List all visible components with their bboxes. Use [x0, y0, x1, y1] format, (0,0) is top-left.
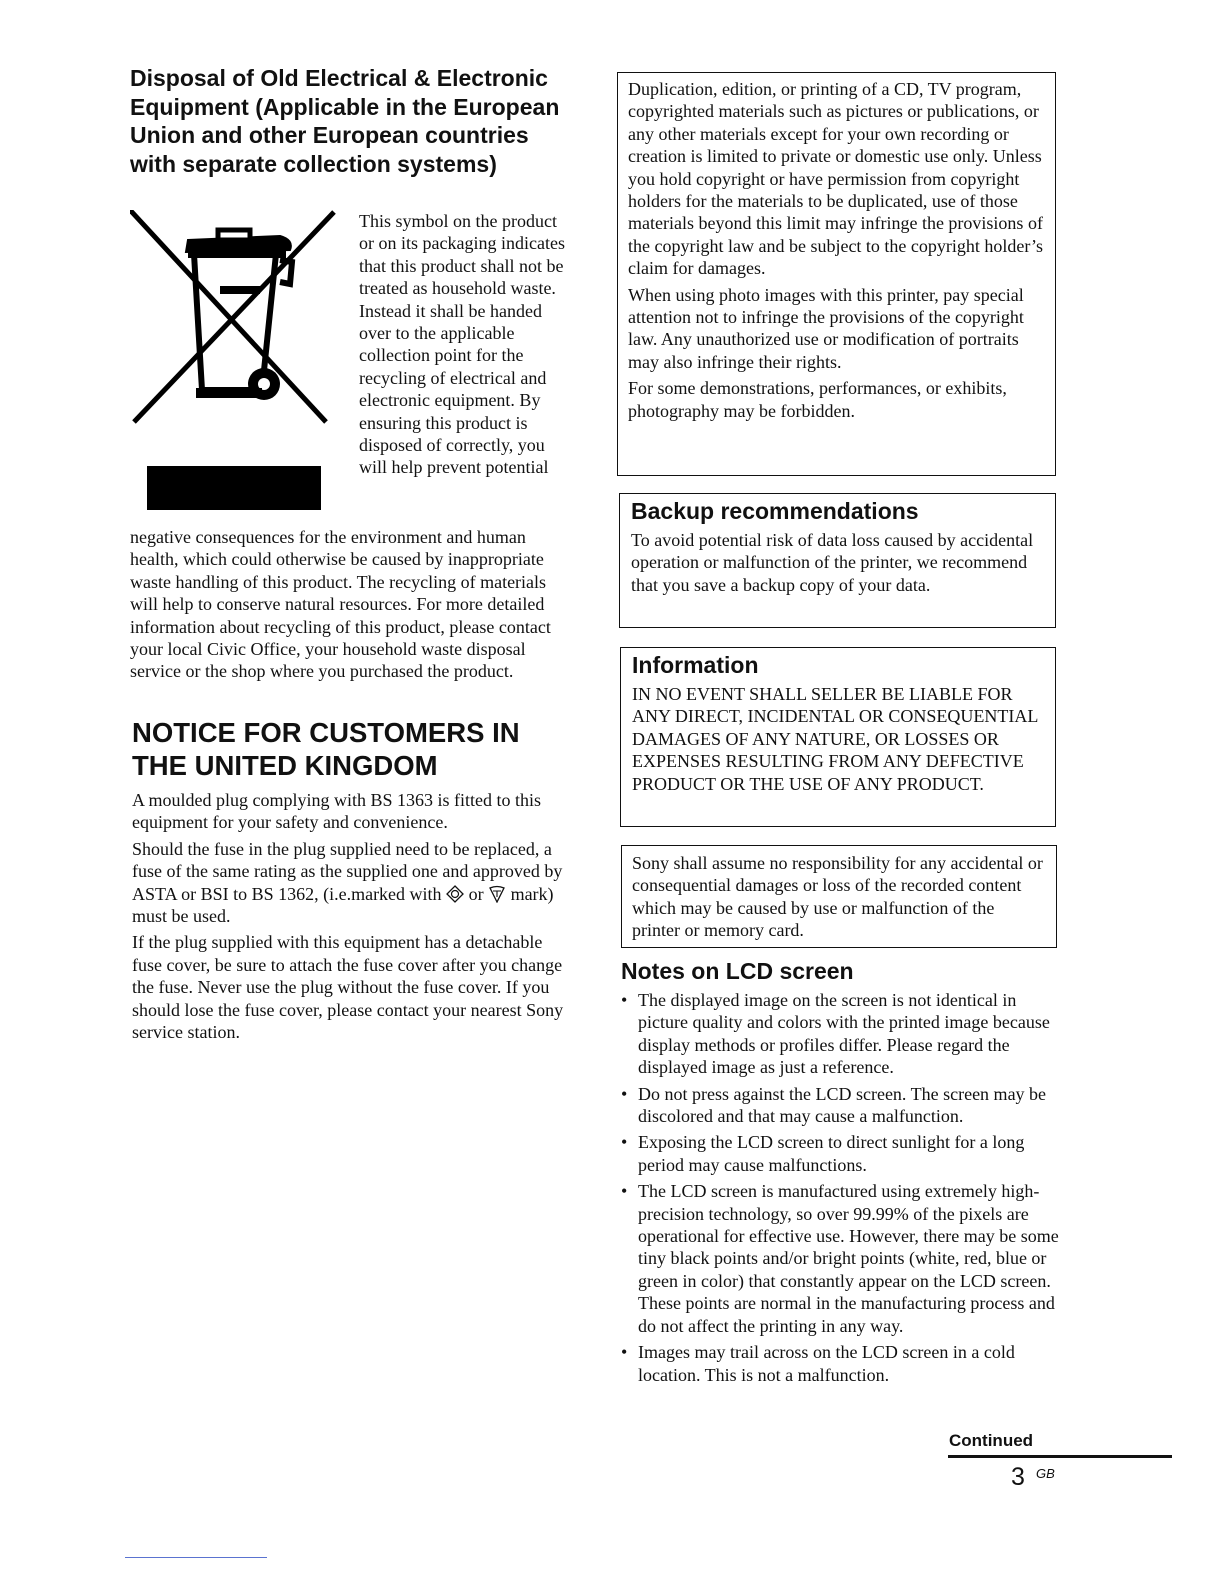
bullet-icon: • — [621, 1181, 628, 1202]
uk-notice-fuse-paragraph — [132, 838, 572, 928]
uk-notice-fuse-text-end: mark) must be used. — [132, 883, 554, 927]
copyright-notice-box — [617, 72, 1056, 476]
copyright-paragraph: When using photo images with this printer, pay special attention not to infringe the provisions of the copyright law. Any unauthorized use or modification of portraits may also infringe their rights. — [628, 284, 1024, 372]
bullet-icon: • — [621, 1083, 628, 1104]
asta-mark-icon — [446, 885, 464, 903]
page-language-code: GB — [1036, 1466, 1055, 1481]
information-text: IN NO EVENT SHALL SELLER BE LIABLE FOR ANY DIRECT, INCIDENTAL OR CONSEQUENTIAL DAMAGES OF ANY NATURE, OR LOSSES OR EXPENSES RESULTING FROM ANY DEFECTIVE PRODUCT OR THE USE OF ANY PRODUCT. — [632, 684, 1038, 794]
backup-title: Backup recommendations — [631, 498, 919, 524]
bullet-icon: • — [621, 1132, 628, 1153]
uk-notice-body — [132, 789, 572, 1047]
bullet-icon: • — [621, 1342, 628, 1363]
uk-notice-paragraph: A moulded plug complying with BS 1363 is fitted to this equipment for your safety and convenience. — [132, 790, 542, 833]
copyright-paragraph: For some demonstrations, performances, or exhibits, photography may be forbidden. — [628, 378, 1007, 421]
weee-symbol-description: This symbol on the product or on its packaging indicates that this product shall not be treated as household waste. Instead it shall be handed over to the applicable collection point for the recycling of electrical and electronic equipment. By ensuring this product is disposed of correctly, you will help prevent potential — [359, 211, 565, 478]
continued-label: Continued — [949, 1431, 1034, 1450]
information-title: Information — [632, 652, 759, 678]
weee-disposal-text: negative consequences for the environment and human health, which could otherwise be caused by inappropriate waste handling of this product. The recycling of materials will help to conserve natural resources. For more detailed information about recycling of this product, please contact your local Civic Office, your household waste disposal service or the shop where you purchased the product. — [130, 527, 551, 682]
crossed-out-wheelie-bin-icon — [130, 210, 338, 432]
list-item-text: Images may trail across on the LCD screen in a cold location. This is not a malfunction. — [638, 1342, 1015, 1385]
backup-text: To avoid potential risk of data loss caused by accidental operation or malfunction of the printer, we recommend that you save a backup copy of your data. — [631, 530, 1034, 595]
uk-notice-heading: NOTICE FOR CUSTOMERS IN THE UNITED KINGDOM — [132, 717, 520, 781]
solid-bar-symbol — [147, 466, 321, 510]
lcd-notes-list — [621, 989, 1061, 1390]
continued-rule — [948, 1455, 1172, 1458]
uk-notice-paragraph: If the plug supplied with this equipment has a detachable fuse cover, be sure to attach the fuse cover after you change the fuse. Never use the plug without the fuse cover. If you should lose the fuse cover, please contact your nearest Sony service station. — [132, 932, 564, 1043]
disposal-heading: Disposal of Old Electrical & Electronic Equipment (Applicable in the European Union and other European countries with separate collection systems) — [130, 65, 560, 177]
list-item-text: Exposing the LCD screen to direct sunlight for a long period may cause malfunctions. — [638, 1132, 1025, 1175]
information-box — [620, 647, 1056, 827]
list-item-text: The displayed image on the screen is not identical in picture quality and colors with the printed image because display methods or profiles differ. Please regard the displayed image as just a reference. — [638, 990, 1050, 1078]
list-item — [621, 1180, 1061, 1337]
uk-notice-or-text: or — [468, 883, 484, 904]
bsi-kitemark-icon — [488, 885, 506, 903]
responsibility-text: Sony shall assume no responsibility for any accidental or consequential damages or loss of the recorded content which may be caused by use or malfunction of the printer or memory card. — [632, 853, 1043, 941]
list-item — [621, 1131, 1061, 1176]
bullet-icon: • — [621, 990, 628, 1010]
copyright-paragraph: Duplication, edition, or printing of a CD, TV program, copyrighted materials such as pictures or publications, or any other materials except for your own recording or creation is limited to private or domestic use only. Unless you hold copyright or have permission from copyright holders for the materials to be duplicated, use of those materials beyond this limit may infringe the provisions of the copyright law and be subject to the copyright holder’s claim for damages. — [628, 79, 1044, 279]
list-item — [621, 989, 1061, 1079]
responsibility-box — [621, 845, 1057, 948]
list-item-text: Do not press against the LCD screen. The screen may be discolored and that may cause a malfunction. — [638, 1083, 1047, 1127]
lcd-notes-title: Notes on LCD screen — [621, 958, 854, 984]
backup-recommendations-box — [619, 493, 1056, 628]
page-number: 3 — [1011, 1463, 1025, 1491]
list-item — [621, 1083, 1061, 1128]
uk-notice-fuse-text: Should the fuse in the plug supplied need to be replaced, a fuse of the same rating as the supplied one and approved by ASTA or BSI to BS 1362, (i.e.marked with — [132, 838, 563, 904]
footer-divider — [125, 1557, 267, 1558]
list-item — [621, 1341, 1061, 1386]
list-item-text: The LCD screen is manufactured using extremely high-precision technology, so over 99.99% of the pixels are operational for effective use. However, there may be some tiny black points and/or bright points (white, red, blue or green in color) that constantly appear on the LCD screen. These points are normal in the manufacturing process and do not affect the printing in any way. — [638, 1181, 1059, 1336]
